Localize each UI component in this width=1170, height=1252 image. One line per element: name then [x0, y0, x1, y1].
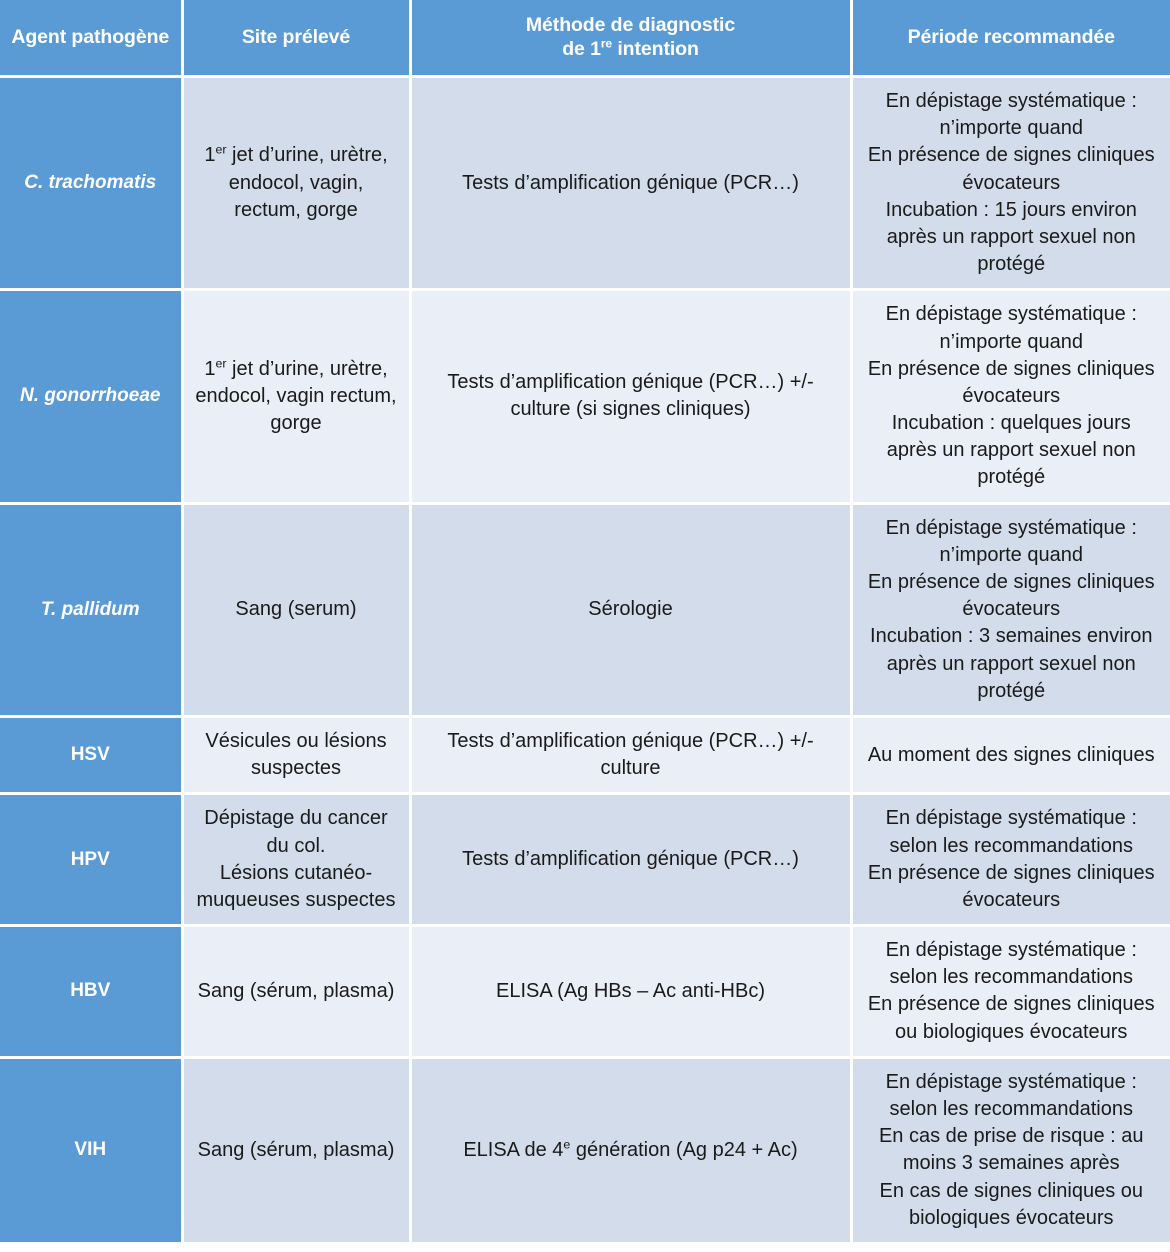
period-line: En présence de signes cliniques [867, 571, 1155, 593]
site-cell [182, 290, 410, 503]
period-line: Incubation : quelques jours [891, 412, 1131, 435]
method-cell [410, 794, 851, 926]
period-line: Incubation : 15 jours environ [885, 198, 1137, 221]
site-line [194, 356, 399, 383]
period-line: En présence de signes cliniques [867, 861, 1155, 884]
method-sup-mark: e [563, 1137, 571, 1152]
table-row [0, 926, 1170, 1058]
method-cell [410, 716, 851, 793]
period-line: protégé [977, 466, 1046, 489]
method-line: Tests d’amplification génique (PCR…) [462, 171, 799, 194]
table-row [0, 77, 1170, 290]
period-line: n’importe quand [939, 543, 1083, 566]
column-header-methode-diagnostic [410, 0, 851, 77]
column-header-methode-line2 [562, 38, 699, 60]
agent-name-cell: HSV [0, 716, 182, 793]
site-line: Vésicules ou lésions [205, 729, 387, 752]
method-cell [410, 77, 851, 290]
period-cell [851, 926, 1170, 1058]
header-row [0, 0, 1170, 77]
period-line: ou biologiques évocateurs [895, 1020, 1128, 1043]
methode-line2-pre: de 1 [562, 37, 601, 60]
period-line: selon les recommandations [889, 834, 1133, 857]
period-line: En dépistage systématique : [885, 303, 1137, 326]
period-line: En dépistage systématique : [885, 90, 1137, 112]
period-cell [851, 77, 1170, 290]
table-row [0, 794, 1170, 926]
period-line: évocateurs [962, 888, 1061, 911]
period-line: En dépistage systématique : [885, 939, 1137, 962]
table-row [0, 290, 1170, 503]
period-line: En dépistage systématique : [885, 1070, 1137, 1093]
method-line [422, 1137, 840, 1164]
column-header-agent-pathogene: Agent pathogène [0, 0, 182, 77]
agent-name-cell: HBV [0, 926, 182, 1058]
period-cell [851, 1057, 1170, 1242]
period-line: En cas de prise de risque : au [878, 1125, 1144, 1148]
period-line: En dépistage systématique : [885, 807, 1137, 830]
site-sup-prefix: 1 [204, 144, 216, 167]
column-header-periode-recommandee: Période recommandée [851, 0, 1170, 77]
period-cell [851, 290, 1170, 503]
method-line: Tests d’amplification génique (PCR…) [462, 848, 799, 871]
table-body [0, 77, 1170, 1242]
method-cell [410, 290, 851, 503]
site-line [194, 142, 399, 169]
period-cell [851, 794, 1170, 926]
site-line: endocol, vagin rectum, [195, 384, 397, 407]
period-cell [851, 716, 1170, 793]
period-line: protégé [977, 679, 1046, 702]
method-sup-suffix: génération (Ag p24 + Ac) [570, 1138, 798, 1161]
site-sup-mark: er [215, 142, 227, 157]
period-line: après un rapport sexuel non [886, 652, 1136, 675]
methode-line2-post: intention [612, 37, 699, 60]
site-line: Sang (serum) [235, 598, 357, 621]
period-line: n’importe quand [939, 117, 1083, 140]
agent-name-cell: HPV [0, 794, 182, 926]
table-row [0, 1057, 1170, 1242]
period-line: évocateurs [962, 171, 1061, 194]
site-cell [182, 503, 410, 716]
agent-name-cell: N. gonorrhoeae [0, 290, 182, 503]
period-line: évocateurs [962, 598, 1061, 621]
period-line: protégé [977, 253, 1046, 276]
method-cell [410, 926, 851, 1058]
site-sup-prefix: 1 [204, 357, 216, 380]
column-header-methode-line1: Méthode de diagnostic [525, 13, 736, 36]
site-cell [182, 794, 410, 926]
method-line: Tests d’amplification génique (PCR…) +/- [447, 729, 814, 752]
site-cell [182, 77, 410, 290]
site-sup-mark: er [215, 356, 227, 371]
period-line: selon les recommandations [889, 966, 1133, 989]
agent-name-cell: VIH [0, 1057, 182, 1242]
period-line: En présence de signes cliniques [867, 357, 1155, 380]
table-row [0, 716, 1170, 793]
period-line: En dépistage systématique : [885, 516, 1137, 539]
site-cell [182, 1057, 410, 1242]
period-line: après un rapport sexuel non [886, 439, 1136, 462]
site-line: muqueuses suspectes [196, 888, 396, 911]
period-cell [851, 503, 1170, 716]
method-line: culture [600, 757, 661, 780]
site-sup-suffix: jet d’urine, urètre, [226, 144, 388, 167]
site-cell [182, 926, 410, 1058]
period-line: En cas de signes cliniques ou [879, 1179, 1143, 1202]
site-line: endocol, vagin, [228, 171, 364, 194]
agent-name-cell: C. trachomatis [0, 77, 182, 290]
period-line: n’importe quand [939, 330, 1083, 353]
period-line: évocateurs [962, 384, 1061, 407]
period-line: En présence de signes cliniques [867, 144, 1155, 167]
period-line: biologiques évocateurs [908, 1206, 1114, 1229]
site-line: Sang (sérum, plasma) [197, 1138, 395, 1161]
period-line: moins 3 semaines après [902, 1152, 1120, 1175]
methode-line2-sup: re [600, 36, 613, 50]
column-header-site-preleve: Site prélevé [182, 0, 410, 77]
method-sup-prefix: ELISA de 4 [463, 1138, 564, 1161]
site-line: gorge [270, 412, 322, 435]
method-line: Tests d’amplification génique (PCR…) +/- [447, 371, 814, 394]
method-line: culture (si signes cliniques) [510, 398, 751, 421]
site-sup-suffix: jet d’urine, urètre, [226, 357, 388, 380]
site-line: Sang (sérum, plasma) [197, 979, 395, 1002]
site-line: Lésions cutanéo- [219, 861, 373, 884]
method-cell [410, 503, 851, 716]
period-line: après un rapport sexuel non [886, 225, 1136, 248]
site-cell [182, 716, 410, 793]
table-header [0, 0, 1170, 77]
site-line: du col. [266, 834, 326, 857]
agent-name-cell: T. pallidum [0, 503, 182, 716]
method-line: ELISA (Ag HBs – Ac anti-HBc) [496, 979, 765, 1002]
site-line: suspectes [250, 757, 342, 780]
method-line: Sérologie [588, 598, 673, 621]
period-line: selon les recommandations [889, 1098, 1133, 1120]
site-line: rectum, gorge [234, 198, 358, 221]
site-line: Dépistage du cancer [204, 807, 388, 830]
period-line: Au moment des signes cliniques [867, 743, 1155, 766]
period-line: En présence de signes cliniques [867, 993, 1155, 1016]
method-cell [410, 1057, 851, 1242]
period-line: Incubation : 3 semaines environ [870, 625, 1153, 648]
table-row [0, 503, 1170, 716]
